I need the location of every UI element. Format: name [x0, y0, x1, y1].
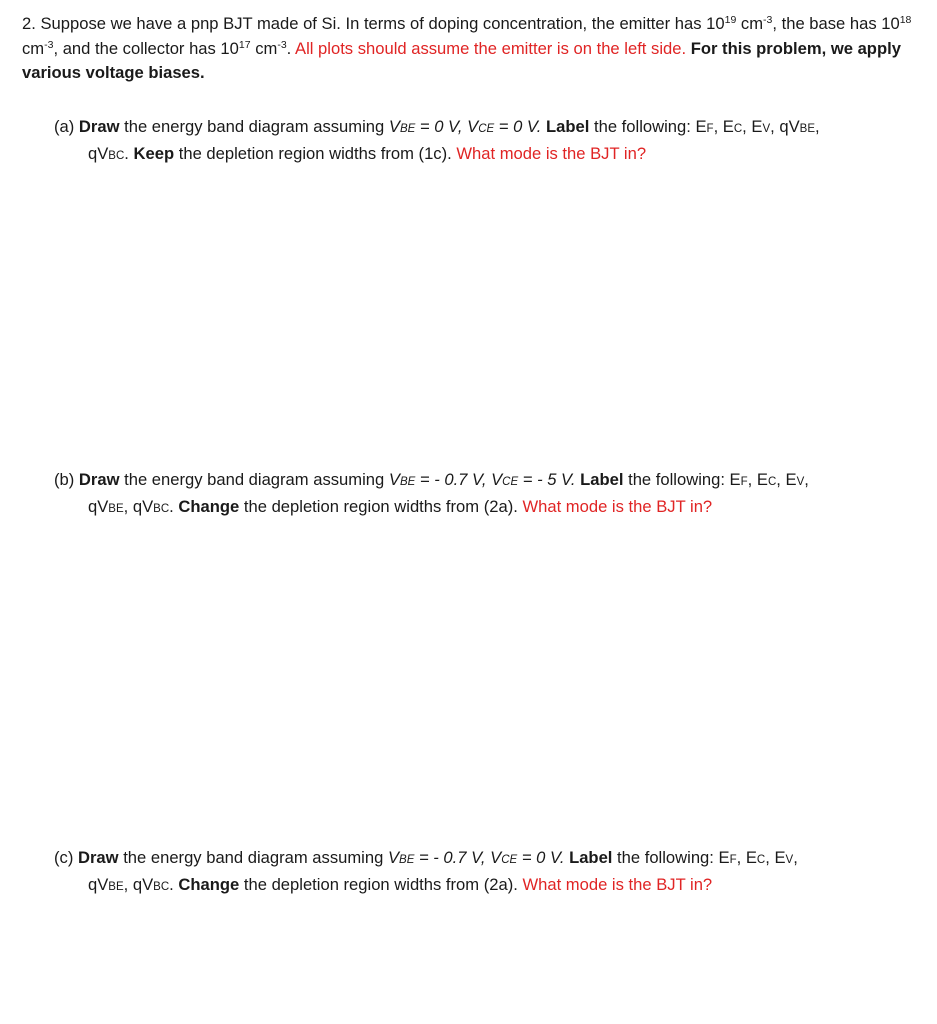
voltage-bias-note: For this problem, we apply various voltage biases. [22, 38, 901, 82]
part-c-line-2: qVBE, qVBC. Change the depletion region widths from (2a). What mode is the BJT in? [88, 874, 713, 894]
part-a [54, 115, 914, 168]
problem-number: 2. [22, 14, 36, 33]
part-a-question: What mode is the BJT in? [456, 143, 647, 163]
part-c-work-area[interactable] [22, 900, 917, 1010]
emitter-left-note: All plots should assume the emitter is on the left side. [295, 38, 687, 58]
part-c [54, 846, 914, 899]
vbe-expression: VBE = - 0.7 V, [387, 848, 486, 867]
vce-expression: VCE = - 5 V. [491, 470, 576, 489]
part-b-line-2: qVBE, qVBC. Change the depletion region widths from (2a). What mode is the BJT in? [88, 496, 713, 516]
part-b-line-1: (b) Draw the energy band diagram assuming VBE = - 0.7 V, VCE = - 5 V. Label the following: EF, EC, EV, [54, 470, 809, 489]
part-c-line-1: (c) Draw the energy band diagram assuming VBE = - 0.7 V, VCE = 0 V. Label the following: EF, EC, EV, [54, 848, 798, 867]
problem-intro [22, 12, 917, 86]
part-b-question: What mode is the BJT in? [522, 496, 713, 516]
intro-line-1: 2. Suppose we have a pnp BJT made of Si. In terms of doping concentration, the emitter has $10^{19}$ $cm^{-3}$, the base has $10^{18}$ $cm^{-3}$, and the collector has $10^{17}$ $cm^{-3}$. All plots should assume the emitter is on the left side. For this problem, we apply various voltage biases. [22, 14, 912, 82]
vce-expression: VCE = 0 V. [467, 117, 542, 136]
part-c-label: (c) [54, 848, 74, 867]
part-b-work-area[interactable] [22, 525, 917, 835]
part-a-line-2: qVBC. Keep the depletion region widths from (1c). What mode is the BJT in? [88, 143, 647, 163]
part-b [54, 468, 914, 521]
part-a-label: (a) [54, 117, 75, 136]
part-a-line-1: (a) Draw the energy band diagram assuming VBE = 0 V, VCE = 0 V. Label the following: EF, EC, EV, qVBE, [54, 117, 820, 136]
part-a-work-area[interactable] [22, 170, 917, 460]
part-c-question: What mode is the BJT in? [522, 874, 713, 894]
part-b-label: (b) [54, 470, 75, 489]
vbe-expression: VBE = - 0.7 V, [388, 470, 487, 489]
vbe-expression: VBE = 0 V, [388, 117, 463, 136]
vce-expression: VCE = 0 V. [490, 848, 565, 867]
